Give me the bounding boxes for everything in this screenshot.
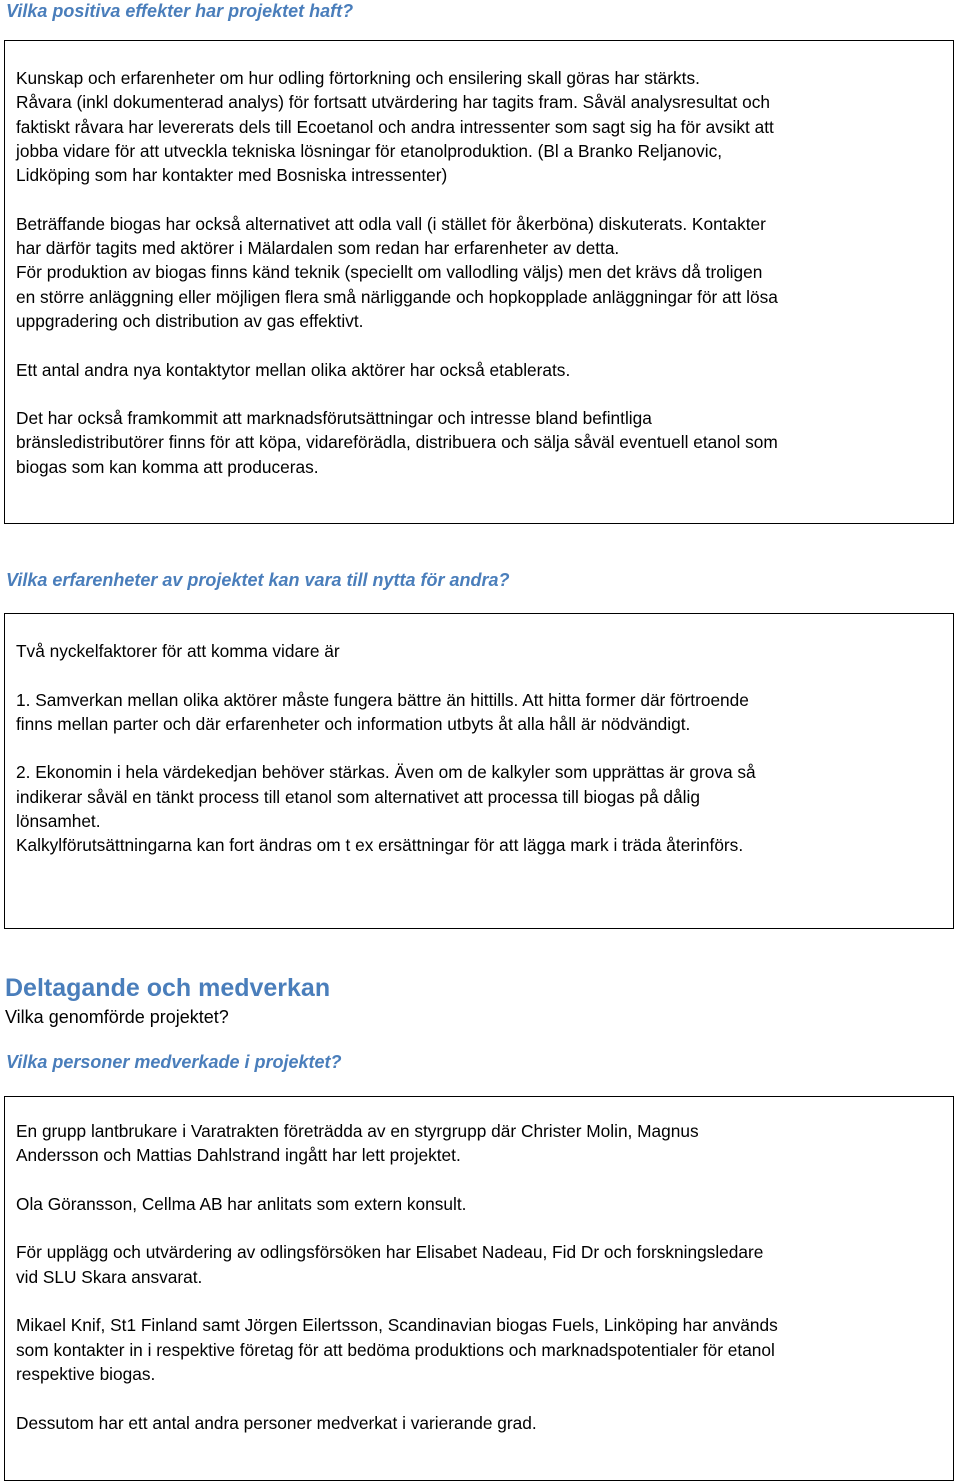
question-participants: Vilka personer medverkade i projektet? bbox=[6, 1052, 342, 1072]
text-line: har därför tagits med aktörer i Mälardalen som redan har erfarenheter av detta. bbox=[16, 238, 620, 259]
answer-text bbox=[16, 1119, 943, 1435]
text-line: finns mellan parter och där erfarenheter och information utbyts åt alla håll är nödvändigt. bbox=[16, 713, 691, 734]
text-line: en större anläggning eller möjligen flera små närliggande och hopkopplade anläggningar för att lösa bbox=[16, 286, 778, 307]
paragraph-gap bbox=[16, 1386, 943, 1410]
text-line: 2. Ekonomin i hela värdekedjan behöver stärkas. Även om de kalkyler som upprättas är grova så bbox=[16, 762, 756, 783]
answer-text bbox=[16, 639, 943, 858]
text-line: 1. Samverkan mellan olika aktörer måste fungera bättre än hittills. Att hitta former där förtroende bbox=[16, 689, 749, 710]
text-line: Ett antal andra nya kontaktytor mellan olika aktörer har också etablerats. bbox=[16, 359, 571, 380]
paragraph-gap bbox=[16, 187, 943, 211]
text-line: Beträffande biogas har också alternativet att odla vall (i stället för åkerböna) diskuterats. Kontakter bbox=[16, 213, 766, 234]
paragraph-gap bbox=[16, 1216, 943, 1240]
paragraph-gap bbox=[16, 663, 943, 687]
question-experiences: Vilka erfarenheter av projektet kan vara till nytta för andra? bbox=[6, 570, 510, 590]
answer-box-positive-effects bbox=[4, 40, 954, 524]
text-line: jobba vidare för att utveckla tekniska lösningar för etanolproduktion. (Bl a Branko Reljanovic, bbox=[16, 140, 723, 161]
text-line: För upplägg och utvärdering av odlingsförsöken har Elisabet Nadeau, Fid Dr och forskningsledare bbox=[16, 1242, 764, 1263]
section-heading: Deltagande och medverkan bbox=[5, 974, 331, 1002]
answer-box-experiences bbox=[4, 613, 954, 929]
text-line: Andersson och Mattias Dahlstrand ingått har lett projektet. bbox=[16, 1145, 461, 1166]
text-line: bränsledistributörer finns för att köpa, vidareförädla, distribuera och sälja såväl eventuell etanol som bbox=[16, 432, 778, 453]
text-line: respektive biogas. bbox=[16, 1363, 156, 1384]
text-line: Lidköping som har kontakter med Bosniska intressenter) bbox=[16, 165, 448, 186]
text-line: Råvara (inkl dokumenterad analys) för fortsatt utvärdering har tagits fram. Såväl analysresultat och bbox=[16, 92, 771, 113]
paragraph-gap bbox=[16, 736, 943, 760]
question-positive-effects: Vilka positiva effekter har projektet haft? bbox=[6, 1, 354, 21]
text-line: Dessutom har ett antal andra personer medverkat i varierande grad. bbox=[16, 1412, 537, 1433]
text-line: Kunskap och erfarenheter om hur odling förtorkning och ensilering skall göras har stärkts. bbox=[16, 68, 700, 88]
text-line: uppgradering och distribution av gas effektivt. bbox=[16, 310, 364, 331]
text-line: Ola Göransson, Cellma AB har anlitats som extern konsult. bbox=[16, 1193, 467, 1214]
text-line: Kalkylförutsättningarna kan fort ändras om t ex ersättningar för att lägga mark i träda återinförs. bbox=[16, 835, 744, 856]
paragraph-gap bbox=[16, 333, 943, 357]
answer-text bbox=[16, 66, 943, 479]
paragraph-gap bbox=[16, 1289, 943, 1313]
answer-box-participants bbox=[4, 1096, 954, 1481]
text-line: lönsamhet. bbox=[16, 811, 101, 832]
text-line: som kontakter in i respektive företag för att bedöma produktions och marknadspotentialer för etanol bbox=[16, 1339, 775, 1360]
text-line: vid SLU Skara ansvarat. bbox=[16, 1266, 203, 1287]
text-line: En grupp lantbrukare i Varatrakten företrädda av en styrgrupp där Christer Molin, Magnus bbox=[16, 1121, 699, 1141]
text-line: Det har också framkommit att marknadsförutsättningar och intresse bland befintliga bbox=[16, 408, 652, 429]
paragraph-gap bbox=[16, 382, 943, 406]
text-line: faktiskt råvara har levererats dels till Ecoetanol och andra intressenter som sagt sig ha för avsikt att bbox=[16, 116, 774, 137]
text-line: Två nyckelfaktorer för att komma vidare är bbox=[16, 641, 340, 661]
text-line: Mikael Knif, St1 Finland samt Jörgen Eilertsson, Scandinavian biogas Fuels, Linköping har används bbox=[16, 1315, 778, 1336]
paragraph-gap bbox=[16, 1168, 943, 1192]
text-line: indikerar såväl en tänkt process till etanol som alternativet att processa till biogas på dålig bbox=[16, 786, 700, 807]
section-subtext: Vilka genomförde projektet? bbox=[5, 1007, 229, 1027]
text-line: biogas som kan komma att produceras. bbox=[16, 456, 319, 477]
text-line: För produktion av biogas finns känd teknik (speciellt om vallodling väljs) men det krävs då troligen bbox=[16, 262, 763, 283]
